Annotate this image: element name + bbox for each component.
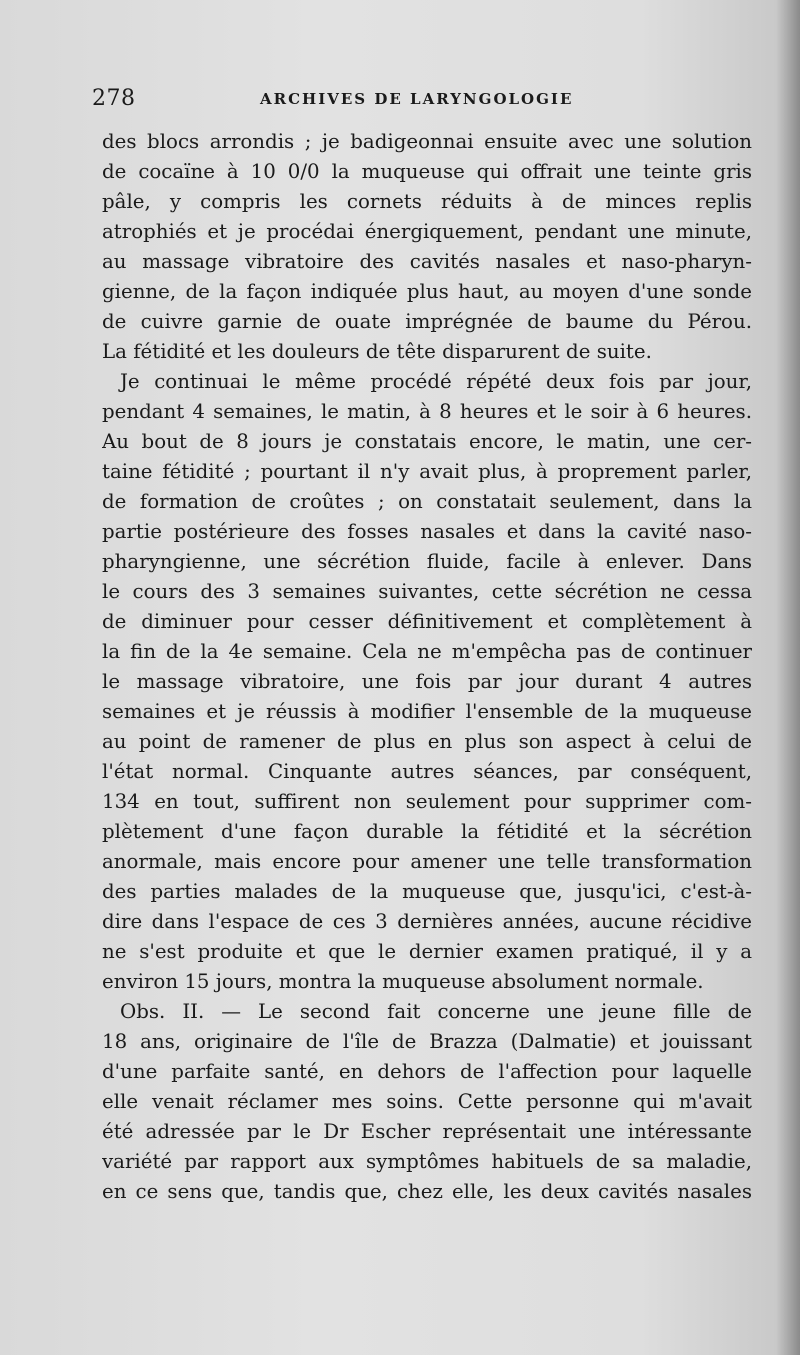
text-line: ne s'est produite et que le dernier examen pratiqué, il y a — [102, 940, 752, 963]
text-line: semaines et je réussis à modifier l'ensemble de la muqueuse — [102, 700, 752, 723]
text-line: taine fétidité ; pourtant il n'y avait plus, à proprement parler, — [102, 460, 752, 483]
text-line: atrophiés et je procédai énergiquement, pendant une minute, — [102, 220, 752, 243]
text-line: gienne, de la façon indiquée plus haut, au moyen d'une sonde — [102, 280, 752, 303]
text-line: 134 en tout, suffirent non seulement pour supprimer com- — [102, 790, 752, 813]
running-head: ARCHIVES DE LARYNGOLOGIE — [260, 90, 574, 108]
text-line: pâle, y compris les cornets réduits à de minces replis — [102, 190, 752, 213]
text-line: des blocs arrondis ; je badigeonnai ensuite avec une solution — [102, 130, 752, 153]
text-line: dire dans l'espace de ces 3 dernières années, aucune récidive — [102, 910, 752, 933]
text-line: pharyngienne, une sécrétion fluide, facile à enlever. Dans — [102, 550, 752, 573]
text-line: pendant 4 semaines, le matin, à 8 heures et le soir à 6 heures. — [102, 400, 752, 423]
paragraph-start-line: Obs. II. — Le second fait concerne une jeune fille de — [120, 1000, 752, 1023]
text-line: 18 ans, originaire de l'île de Brazza (Dalmatie) et jouissant — [102, 1030, 752, 1053]
text-line: d'une parfaite santé, en dehors de l'affection pour laquelle — [102, 1060, 752, 1083]
text-line: La fétidité et les douleurs de tête disparurent de suite. — [102, 340, 652, 363]
body-text — [102, 127, 752, 1207]
text-line: de diminuer pour cesser définitivement et complètement à — [102, 610, 752, 633]
text-line: le cours des 3 semaines suivantes, cette sécrétion ne cessa — [102, 580, 752, 603]
text-line: plètement d'une façon durable la fétidité et la sécrétion — [102, 820, 752, 843]
text-line: l'état normal. Cinquante autres séances, par conséquent, — [102, 760, 752, 783]
text-line: environ 15 jours, montra la muqueuse absolument normale. — [102, 970, 704, 993]
text-line: en ce sens que, tandis que, chez elle, les deux cavités nasales — [102, 1180, 752, 1203]
text-line: anormale, mais encore pour amener une telle transformation — [102, 850, 752, 873]
text-line: le massage vibratoire, une fois par jour durant 4 autres — [102, 670, 752, 693]
paragraph-start-line: Je continuai le même procédé répété deux fois par jour, — [120, 370, 752, 393]
text-line: variété par rapport aux symptômes habituels de sa maladie, — [102, 1150, 752, 1173]
text-line: de formation de croûtes ; on constatait seulement, dans la — [102, 490, 752, 513]
text-line: de cocaïne à 10 0/0 la muqueuse qui offrait une teinte gris — [102, 160, 752, 183]
text-line: au point de ramener de plus en plus son aspect à celui de — [102, 730, 752, 753]
text-line: Au bout de 8 jours je constatais encore, le matin, une cer- — [102, 430, 752, 453]
text-line: la fin de la 4e semaine. Cela ne m'empêcha pas de continuer — [102, 640, 752, 663]
text-line: elle venait réclamer mes soins. Cette personne qui m'avait — [102, 1090, 752, 1113]
text-line: partie postérieure des fosses nasales et dans la cavité naso- — [102, 520, 752, 543]
text-line: de cuivre garnie de ouate imprégnée de baume du Pérou. — [102, 310, 752, 333]
text-line: au massage vibratoire des cavités nasales et naso-pharyn- — [102, 250, 752, 273]
page-number: 278 — [92, 86, 136, 111]
page-header — [92, 86, 742, 114]
text-line: des parties malades de la muqueuse que, jusqu'ici, c'est-à- — [102, 880, 752, 903]
text-line: été adressée par le Dr Escher représentait une intéressante — [102, 1120, 752, 1143]
